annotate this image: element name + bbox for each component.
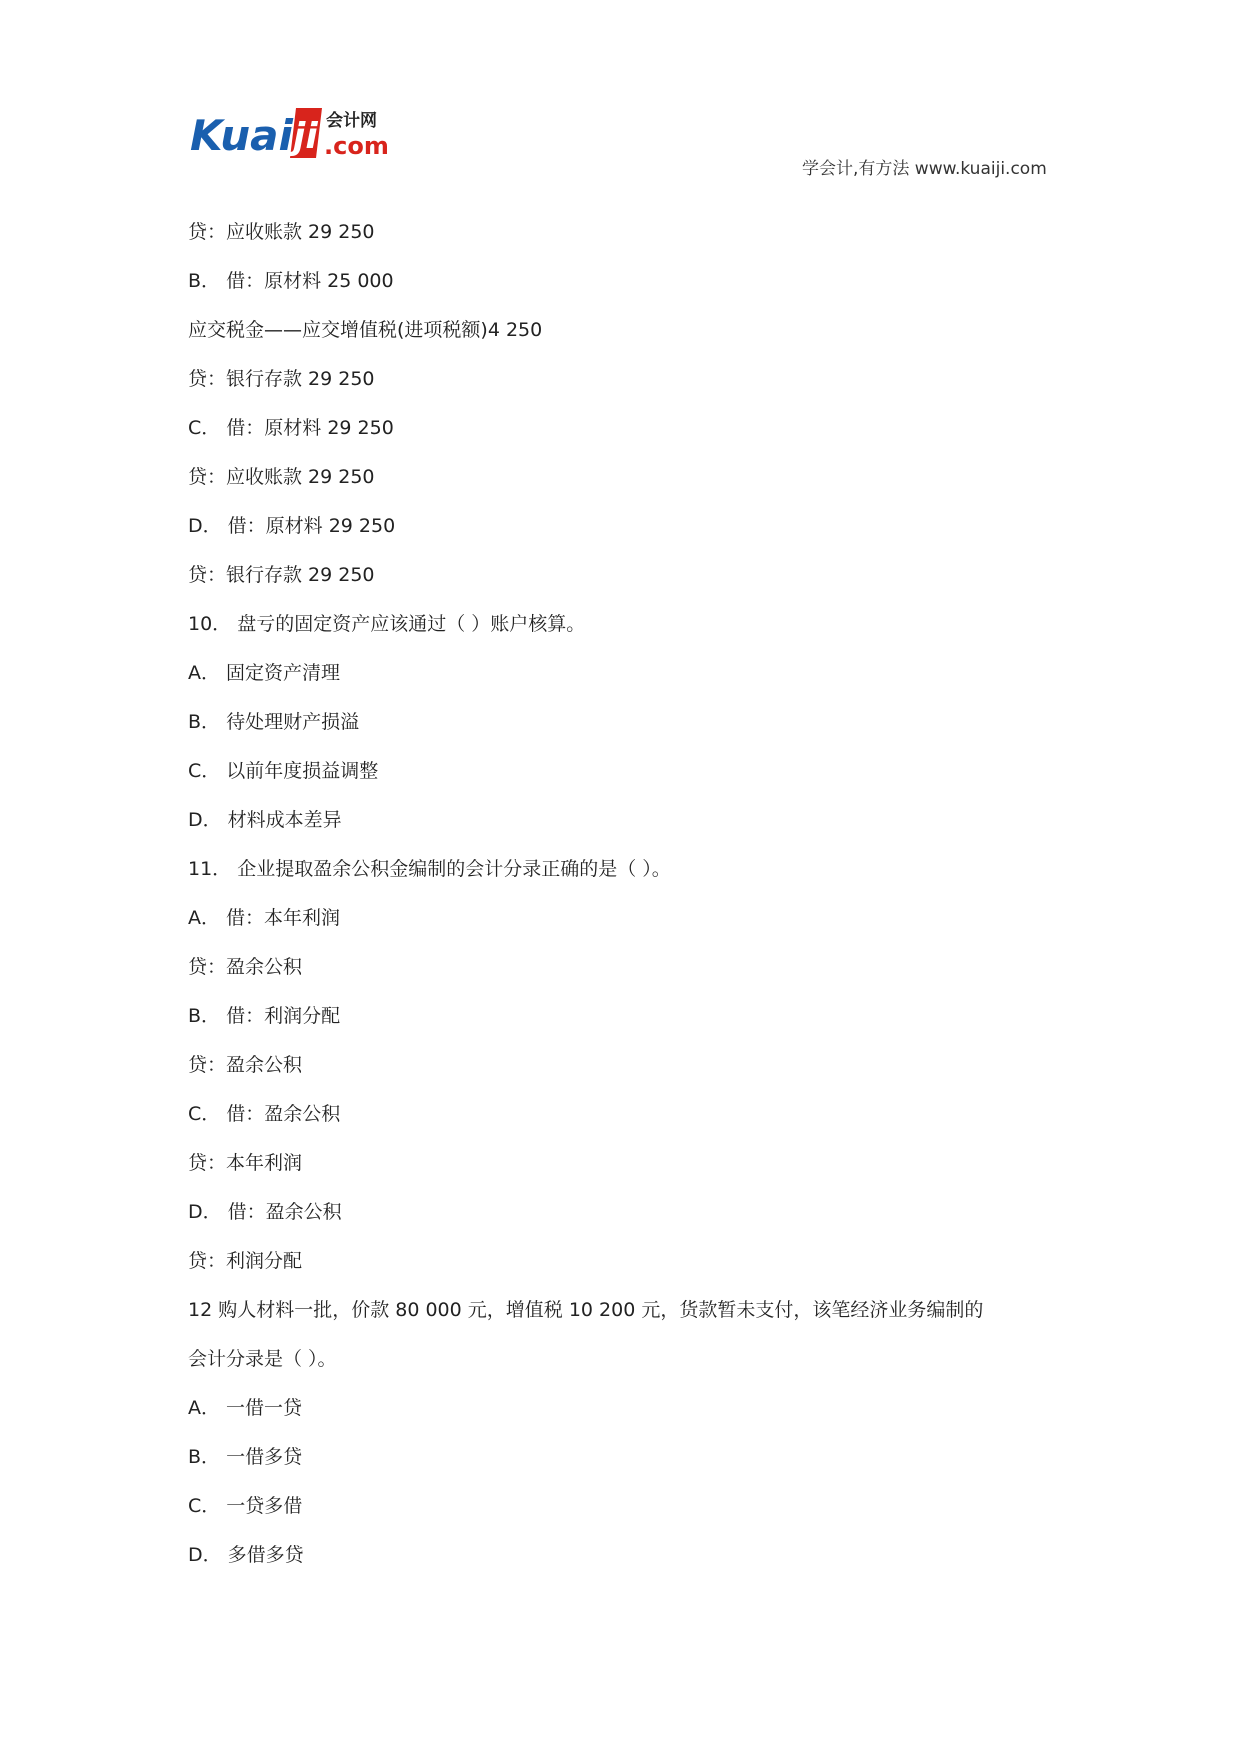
kuaiji-logo-graphic bbox=[190, 102, 410, 164]
option-line: D． 多借多贷 bbox=[188, 1544, 304, 1566]
logo-cn-text: 会计网 bbox=[326, 111, 377, 131]
kuaiji-logo bbox=[190, 102, 410, 164]
option-line: B． 一借多贷 bbox=[188, 1446, 303, 1468]
option-line: C． 一贷多借 bbox=[188, 1495, 303, 1517]
logo-com-text: .com bbox=[324, 132, 389, 160]
option-line: A． 固定资产清理 bbox=[188, 662, 341, 684]
question-12: 12 购人材料一批，价款 80 000 元，增值税 10 200 元，货款暂未支付，该笔经济业务编制的 bbox=[188, 1299, 984, 1321]
text-line: 贷：银行存款 29 250 bbox=[188, 368, 375, 390]
text-line: 贷：应收账款 29 250 bbox=[188, 221, 375, 243]
option-line: B． 借：利润分配 bbox=[188, 1005, 341, 1027]
document-body bbox=[188, 208, 1058, 1580]
text-line: 贷：应收账款 29 250 bbox=[188, 466, 375, 488]
option-line: A． 借：本年利润 bbox=[188, 907, 341, 929]
text-line: C． 借：原材料 29 250 bbox=[188, 417, 394, 439]
option-line: 贷：盈余公积 bbox=[188, 956, 303, 978]
option-line: 贷：利润分配 bbox=[188, 1250, 303, 1272]
logo-ji-text: ji bbox=[293, 116, 318, 157]
option-line: C． 以前年度损益调整 bbox=[188, 760, 379, 782]
logo-kuai-text: Kuai bbox=[190, 111, 293, 160]
text-line: 应交税金——应交增值税(进项税额)4 250 bbox=[188, 319, 543, 341]
text-line: 贷：银行存款 29 250 bbox=[188, 564, 375, 586]
question-11: 11． 企业提取盈余公积金编制的会计分录正确的是（ ）。 bbox=[188, 858, 671, 880]
option-line: B． 待处理财产损溢 bbox=[188, 711, 360, 733]
question-12-cont: 会计分录是（ ）。 bbox=[188, 1348, 337, 1370]
option-line: 贷：本年利润 bbox=[188, 1152, 303, 1174]
site-tagline: 学会计,有方法 www.kuaiji.com bbox=[802, 159, 1047, 179]
option-line: D． 借：盈余公积 bbox=[188, 1201, 342, 1223]
option-line: A． 一借一贷 bbox=[188, 1397, 303, 1419]
option-line: C． 借：盈余公积 bbox=[188, 1103, 341, 1125]
option-line: 贷：盈余公积 bbox=[188, 1054, 303, 1076]
text-line: B． 借：原材料 25 000 bbox=[188, 270, 394, 292]
text-line: D． 借：原材料 29 250 bbox=[188, 515, 396, 537]
question-10: 10． 盘亏的固定资产应该通过（ ）账户核算。 bbox=[188, 613, 586, 635]
option-line: D． 材料成本差异 bbox=[188, 809, 342, 831]
